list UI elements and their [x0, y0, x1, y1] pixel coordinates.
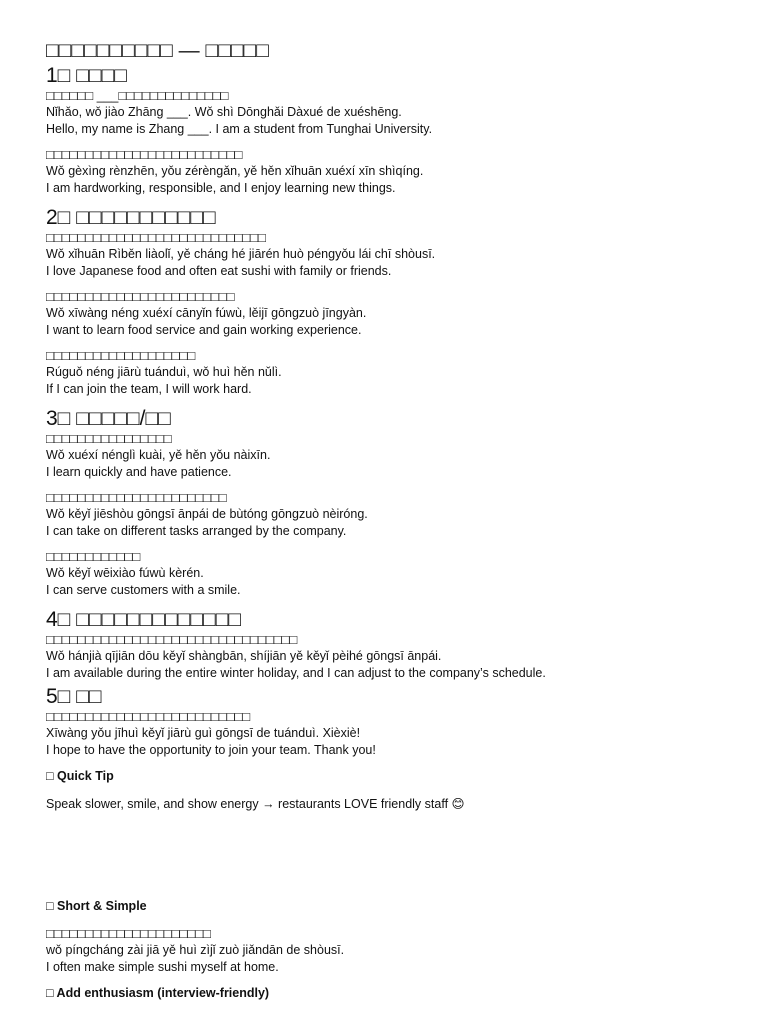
section-heading: 2□ □□□□□□□□□□□ — [46, 206, 216, 229]
english-text: If I can join the team, I will work hard. — [46, 381, 252, 396]
pinyin-text: Wǒ xǐhuān Rìběn liàolǐ, yě cháng hé jiārén huò péngyǒu lái chī shòusī. — [46, 247, 436, 261]
section-4 — [46, 608, 746, 681]
enthusiasm-label: □ Add enthusiasm (interview-friendly) — [46, 986, 270, 1000]
short-simple-label: □ Short & Simple — [46, 899, 147, 913]
section-heading: 5□ □□ — [46, 685, 102, 708]
english-text: I want to learn food service and gain working experience. — [46, 322, 362, 337]
sentence-block — [46, 709, 746, 758]
chinese-text: □□□□□□□□□□□□ — [46, 549, 141, 564]
pinyin-text: Wǒ xuéxí nénglì kuài, yě hěn yǒu nàixīn. — [46, 448, 271, 462]
chinese-text: □□□□□□□□□□□□□□□□□□□□□□□□□□□□ — [46, 230, 266, 245]
pinyin-text: Wǒ kěyǐ jiēshòu gōngsī ānpái de bùtóng gōngzuò nèiróng. — [46, 507, 368, 521]
pinyin-text: Wǒ hánjià qījiān dōu kěyǐ shàngbān, shíjiān yě kěyǐ pèihé gōngsī ānpái. — [46, 649, 442, 663]
page-title: □□□□□□□□□□ — □□□□□ — [46, 39, 269, 62]
sentence-block — [46, 431, 746, 480]
chinese-text: □□□□□□□□□□□□□□□□□□□□□□□□□□ — [46, 709, 251, 724]
section-1 — [46, 64, 746, 196]
section-3 — [46, 407, 746, 598]
chinese-text: □□□□□□□□□□□□□□□□□□□□□□□□□ — [46, 147, 243, 162]
english-text: I hope to have the opportunity to join your team. Thank you! — [46, 742, 376, 757]
quick-tip-text: Speak slower, smile, and show energy → restaurants LOVE friendly staff 😊 — [46, 797, 465, 811]
quick-tip — [46, 768, 746, 812]
sentence-block — [46, 549, 746, 598]
pinyin-text: Rúguǒ néng jiārù tuánduì, wǒ huì hěn nǔlì. — [46, 365, 282, 379]
chinese-text: □□□□□□□□□□□□□□□□□□□□□□□□ — [46, 289, 235, 304]
section-heading: 1□ □□□□ — [46, 64, 127, 87]
section-2 — [46, 206, 746, 397]
chinese-text: □□□□□□□□□□□□□□□□ — [46, 431, 172, 446]
quick-tip-label: □ Quick Tip — [46, 769, 114, 783]
pinyin-text: Wǒ gèxìng rènzhēn, yǒu zérèngǎn, yě hěn xǐhuān xuéxí xīn shìqíng. — [46, 164, 424, 178]
enthusiasm — [46, 985, 746, 1001]
pinyin-text: Nǐhǎo, wǒ jiào Zhāng ___. Wǒ shì Dōnghǎi Dàxué de xuéshēng. — [46, 105, 402, 119]
english-text: I can serve customers with a smile. — [46, 582, 241, 597]
sentence-block — [46, 230, 746, 279]
english-text: I am available during the entire winter holiday, and I can adjust to the company’s schedule. — [46, 665, 546, 680]
english-text: I love Japanese food and often eat sushi with family or friends. — [46, 263, 392, 278]
section-heading: 3□ □□□□□/□□ — [46, 407, 171, 430]
document-page — [46, 38, 746, 1001]
chinese-text: □□□□□□ ___□□□□□□□□□□□□□□ — [46, 88, 229, 103]
chinese-text: □□□□□□□□□□□□□□□□□□□□□□□ — [46, 490, 227, 505]
english-text: I can take on different tasks arranged by the company. — [46, 523, 347, 538]
pinyin-text: Wǒ kěyǐ wēixiào fúwù kèrén. — [46, 566, 204, 580]
pinyin-text: Xīwàng yǒu jīhuì kěyǐ jiārù guì gōngsī de tuánduì. Xièxiè! — [46, 726, 361, 740]
sentence-block — [46, 289, 746, 338]
english-text: Hello, my name is Zhang ___. I am a student from Tunghai University. — [46, 121, 433, 136]
sentence-block — [46, 147, 746, 196]
sentence-block — [46, 490, 746, 539]
english-text: I learn quickly and have patience. — [46, 464, 232, 479]
english-text: I often make simple sushi myself at home. — [46, 959, 279, 974]
sentence-block — [46, 348, 746, 397]
short-simple — [46, 898, 746, 975]
sentence-block — [46, 88, 746, 137]
chinese-text: □□□□□□□□□□□□□□□□□□□□□ — [46, 926, 211, 941]
sentence-block — [46, 632, 746, 681]
section-5 — [46, 685, 746, 758]
sentence-block — [46, 926, 746, 975]
english-text: I am hardworking, responsible, and I enjoy learning new things. — [46, 180, 396, 195]
chinese-text: □□□□□□□□□□□□□□□□□□□ — [46, 348, 196, 363]
pinyin-text: wǒ píngcháng zài jiā yě huì zìjǐ zuò jiǎndān de shòusī. — [46, 943, 345, 957]
chinese-text: □□□□□□□□□□□□□□□□□□□□□□□□□□□□□□□□ — [46, 632, 298, 647]
section-heading: 4□ □□□□□□□□□□□□□ — [46, 608, 242, 631]
pinyin-text: Wǒ xīwàng néng xuéxí cānyǐn fúwù, lěijī gōngzuò jīngyàn. — [46, 306, 367, 320]
